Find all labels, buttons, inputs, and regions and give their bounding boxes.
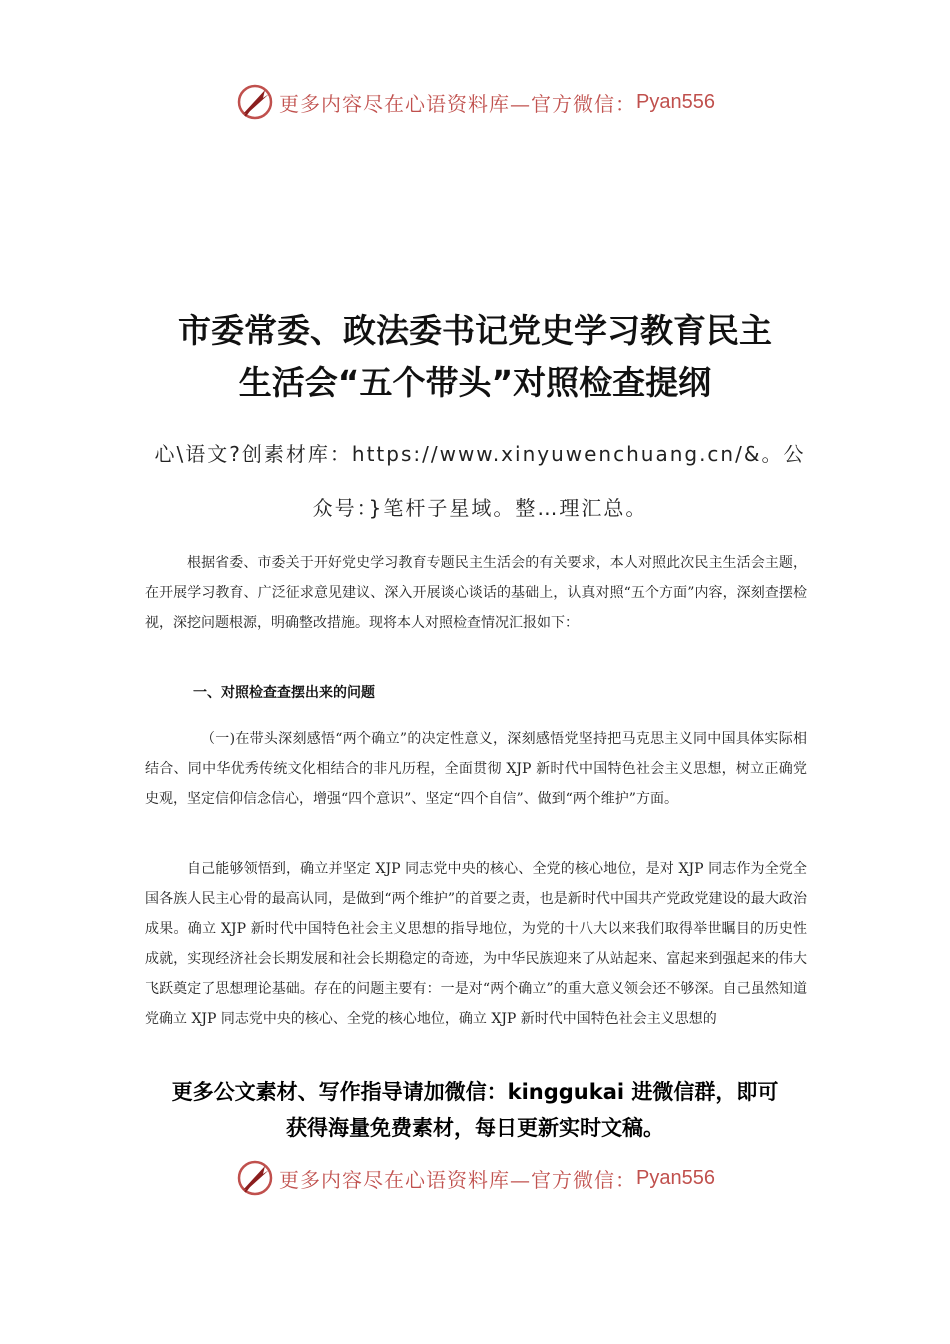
source-line-2: 众号：}笔杆子星域。整…理汇总。 — [312, 496, 648, 520]
title-line-2: 生活会“五个带头”对照检查提纲 — [238, 363, 712, 402]
banner-text: 更多内容尽在心语资料库—官方微信： — [279, 91, 637, 116]
banner-wechat-id: Pyan556 — [636, 90, 715, 113]
source-line-1: 心\语文?创素材库：https://www.xinyuwenchuang.cn/&。公 — [154, 442, 806, 466]
header-banner — [0, 80, 950, 124]
intro-paragraph: 根据省委、市委关于开好党史学习教育专题民主生活会的有关要求，本人对照此次民主生活会主题，在开展学习教育、广泛征求意见建议、深入开展谈心谈话的基础上，认真对照“五个方面”内容，深刻查摆检视，深挖问题根源，明确整改措施。现将本人对照检查情况汇报如下： — [145, 555, 807, 631]
quill-logo-icon — [235, 1158, 275, 1198]
section-heading: 一、对照检查查摆出来的问题 — [193, 685, 375, 701]
promo-line-1: 更多公文素材、写作指导请加微信：kinggukai 进微信群，即可 — [171, 1080, 779, 1104]
quill-logo-icon — [235, 82, 275, 122]
body-paragraph: 自己能够领悟到，确立并坚定 XJP 同志党中央的核心、全党的核心地位，是对 XJP 同志作为全党全国各族人民主心骨的最高认同，是做到“两个维护”的首要之责，也是新时代中国共产党政党建设的最大政治成果。确立 XJP 新时代中国特色社会主义思想的指导地位，为党的十八大以来我们取得举世瞩目的历史性成就，实现经济社会长期发展和社会长期稳定的奇迹，为中华民族迎来了从站起来、富起来到强起来的伟大飞跃奠定了思想理论基础。存在的问题主要有：一是对“两个确立”的重大意义领会还不够深。自己虽然知道党确立 XJP 同志党中央的核心、全党的核心地位，确立 XJP 新时代中国特色社会主义思想的 — [145, 861, 807, 1027]
footer-banner — [0, 1156, 950, 1200]
item-1-paragraph: （一)在带头深刻感悟“两个确立”的决定性意义，深刻感悟党坚持把马克思主义同中国具体实际相结合、同中华优秀传统文化相结合的非凡历程，全面贯彻 XJP 新时代中国特色社会主义思想，树立正确党史观，坚定信仰信念信心，增强“四个意识”、坚定“四个自信”、做到“两个维护”方面。 — [145, 731, 807, 807]
title-line-1: 市委常委、政法委书记党史学习教育民主 — [178, 311, 772, 350]
footer-banner-text: 更多内容尽在心语资料库—官方微信： — [279, 1167, 637, 1192]
promo-line-2: 获得海量免费素材，每日更新实时文稿。 — [286, 1116, 664, 1140]
promo-text — [120, 1074, 830, 1146]
document-title — [120, 305, 830, 409]
footer-banner-wechat-id: Pyan556 — [636, 1166, 715, 1189]
